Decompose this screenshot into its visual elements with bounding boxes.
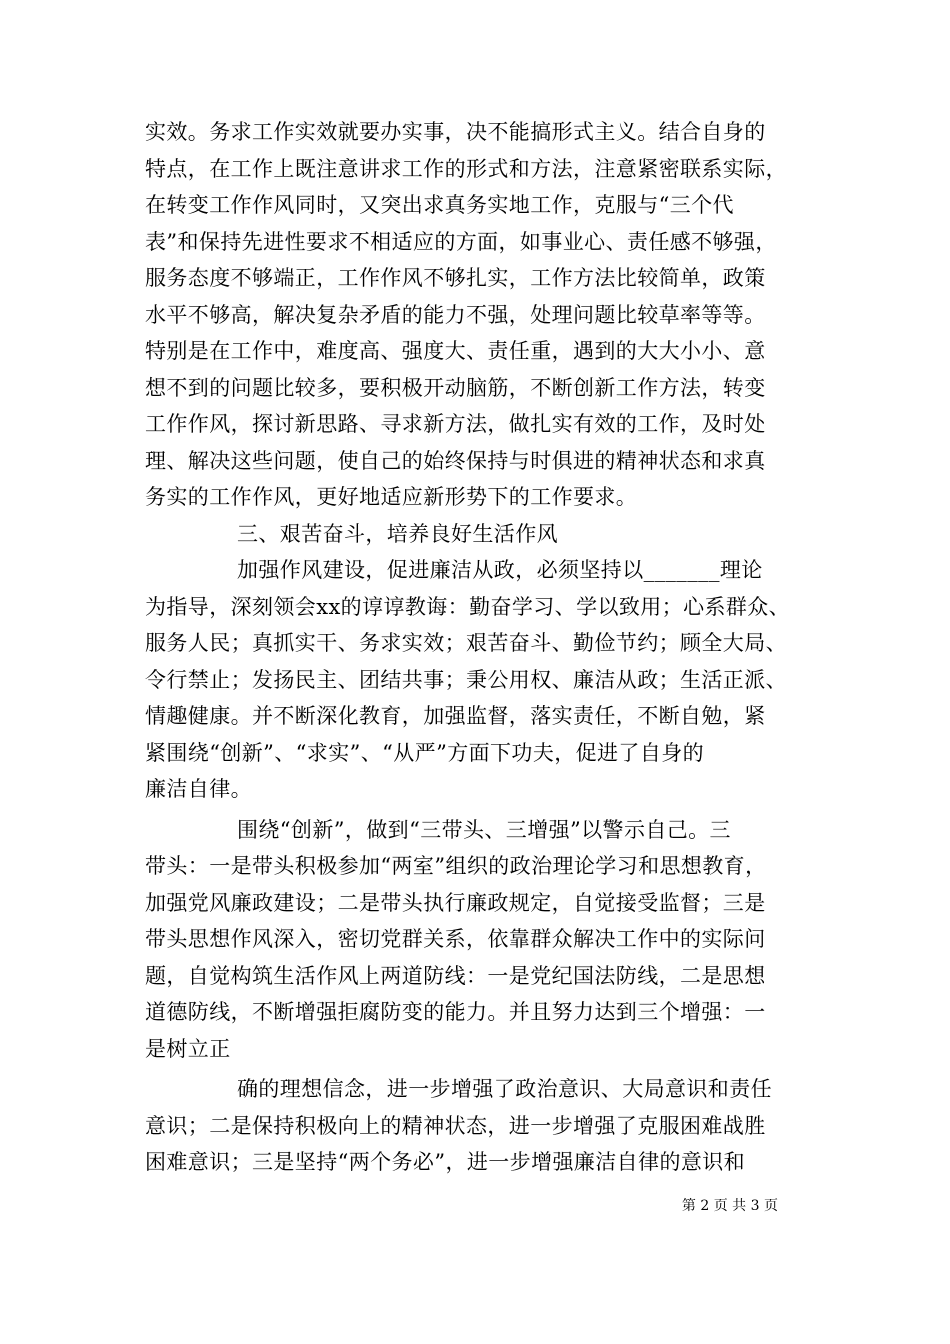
text-line: 情趣健康。并不断深化教育，加强监督，落实责任，不断自勉，紧 bbox=[145, 704, 766, 728]
text-line: 服务人民；真抓实干、务求实效；艰苦奋斗、勤俭节约；顾全大局、 bbox=[145, 631, 787, 655]
text-line: 带头：一是带头积极参加“两室”组织的政治理论学习和思想教育， bbox=[145, 854, 767, 878]
text-line: 在转变工作作风同时，又突出求真务实地工作，克服与“三个代 bbox=[145, 193, 734, 217]
text-line: 带头思想作风深入，密切党群关系，依靠群众解决工作中的实际问 bbox=[145, 927, 766, 951]
section-heading: 三、艰苦奋斗，培养良好生活作风 bbox=[237, 521, 558, 546]
text-line: 道德防线，不断增强拒腐防变的能力。并且努力达到三个增强：一 bbox=[145, 1000, 766, 1024]
text-line: 令行禁止；发扬民主、团结共事；秉公用权、廉洁从政；生活正派、 bbox=[145, 667, 787, 692]
text-line: 实效。务求工作实效就要办实事，决不能搞形式主义。结合自身的 bbox=[145, 120, 766, 144]
page-number: 第 2 页 共 3 页 bbox=[681, 1198, 778, 1214]
text-line: 紧围绕“创新”、“求实”、“从严”方面下功夫，促进了自身的 bbox=[145, 740, 705, 765]
text-line: 困难意识；三是坚持“两个务必”，进一步增强廉洁自律的意识和 bbox=[145, 1150, 746, 1174]
text-line: 意识；二是保持积极向上的精神状态，进一步增强了克服困难战胜 bbox=[145, 1113, 766, 1138]
paragraph-2 bbox=[145, 552, 825, 808]
text-line: 确的理想信念，进一步增强了政治意识、大局意识和责任 bbox=[237, 1077, 772, 1101]
text-line: 围绕“创新”，做到“三带头、三增强”以警示自己。三 bbox=[237, 817, 731, 842]
text-line: 水平不够高，解决复杂矛盾的能力不强，处理问题比较草率等等。 bbox=[145, 302, 766, 327]
text-line: 廉洁自律。 bbox=[145, 777, 252, 801]
text-line: 理、解决这些问题，使自己的始终保持与时俱进的精神状态和求真 bbox=[145, 448, 766, 473]
text-line: 表”和保持先进性要求不相适应的方面，如事业心、责任感不够强， bbox=[145, 229, 777, 254]
document-body bbox=[145, 114, 825, 1181]
text-line: 加强党风廉政建设；二是带头执行廉政规定，自觉接受监督；三是 bbox=[145, 890, 766, 915]
text-line: 加强作风建设，促进廉洁从政，必须坚持以_______理论 bbox=[237, 558, 763, 582]
text-line: 为指导，深刻领会xx的谆谆教诲：勤奋学习、学以致用；心系群众、 bbox=[145, 594, 791, 619]
text-line: 务实的工作作风，更好地适应新形势下的工作要求。 bbox=[145, 485, 638, 509]
paragraph-3 bbox=[145, 812, 825, 1068]
text-line: 特别是在工作中，难度高、强度大、责任重，遇到的大大小小、意 bbox=[145, 339, 766, 363]
text-line: 想不到的问题比较多，要积极开动脑筋，不断创新工作方法，转变 bbox=[145, 375, 766, 400]
text-line: 题，自觉构筑生活作风上两道防线：一是党纪国法防线，二是思想 bbox=[145, 963, 766, 988]
text-line: 工作作风，探讨新思路、寻求新方法，做扎实有效的工作，及时处 bbox=[145, 412, 766, 436]
text-line: 服务态度不够端正，工作作风不够扎实，工作方法比较简单，政策 bbox=[145, 266, 766, 290]
text-line: 特点，在工作上既注意讲求工作的形式和方法，注意紧密联系实际， bbox=[145, 156, 787, 181]
paragraph-1 bbox=[145, 114, 825, 516]
text-line: 是树立正 bbox=[145, 1036, 231, 1061]
paragraph-4 bbox=[145, 1071, 825, 1181]
